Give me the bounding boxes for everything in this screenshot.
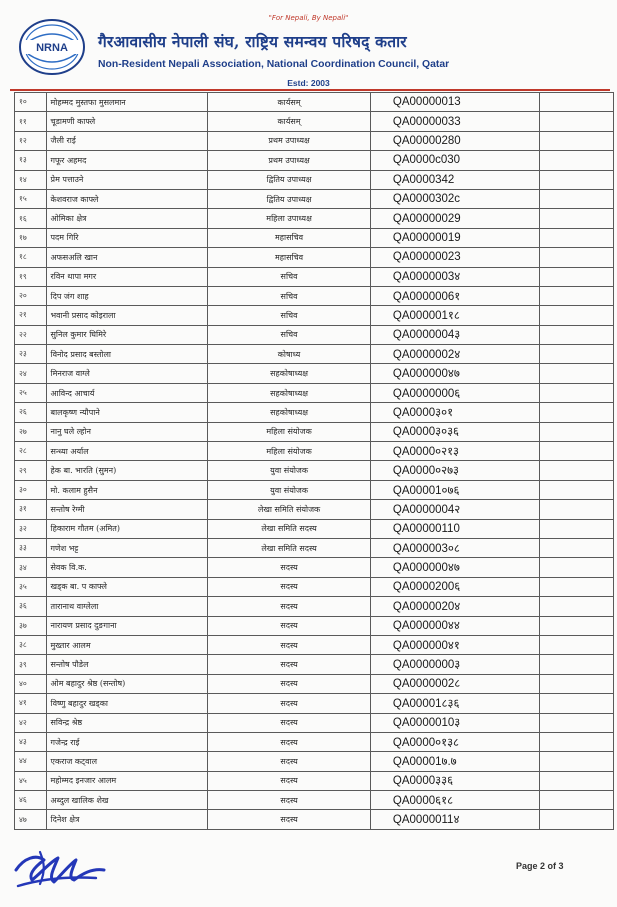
member-serial-number: २० — [15, 286, 47, 305]
member-row — [15, 112, 614, 131]
member-row — [15, 810, 614, 829]
established-year: Estd: 2003 — [287, 78, 330, 88]
member-serial-number: १५ — [15, 189, 47, 208]
empty-cell — [539, 577, 613, 596]
empty-cell — [539, 209, 613, 228]
member-id: QA0000002४ — [370, 345, 539, 364]
member-id: QA000001१८ — [370, 306, 539, 325]
empty-cell — [539, 442, 613, 461]
member-row — [15, 732, 614, 751]
member-row — [15, 286, 614, 305]
member-position: महासचिव — [208, 248, 371, 267]
member-name: सुनिल कुमार घिमिरे — [46, 325, 208, 344]
member-id: QA0000010३ — [370, 713, 539, 732]
member-row — [15, 674, 614, 693]
member-id: QA00001७.७ — [370, 752, 539, 771]
empty-cell — [539, 364, 613, 383]
member-id: QA0000०२७३ — [370, 461, 539, 480]
member-serial-number: १६ — [15, 209, 47, 228]
member-position: युवा संयोजक — [208, 480, 371, 499]
member-row — [15, 771, 614, 790]
member-id: QA0000020४ — [370, 597, 539, 616]
member-position: सदस्य — [208, 655, 371, 674]
organization-title-english: Non-Resident Nepali Association, National Coordination Council, Qatar — [98, 59, 450, 70]
member-name: गफूर अहमद — [46, 151, 208, 170]
member-id: QA0000004३ — [370, 325, 539, 344]
member-row — [15, 655, 614, 674]
member-row — [15, 597, 614, 616]
member-name: अफसअलि खान — [46, 248, 208, 267]
member-name: सन्तोष पौडेल — [46, 655, 208, 674]
member-name: दिनेश क्षेत्र — [46, 810, 208, 829]
member-position: महिला उपाध्यक्ष — [208, 209, 371, 228]
empty-cell — [539, 791, 613, 810]
member-row — [15, 577, 614, 596]
member-position: द्वितिय उपाध्यक्ष — [208, 189, 371, 208]
member-id: QA000000४४ — [370, 616, 539, 635]
member-serial-number: २६ — [15, 403, 47, 422]
member-table — [14, 92, 614, 830]
member-table-body — [15, 93, 614, 830]
member-name: पदम गिरि — [46, 228, 208, 247]
member-id: QA0000000३ — [370, 655, 539, 674]
member-name: मो. कलाम हुसैन — [46, 480, 208, 499]
empty-cell — [539, 810, 613, 829]
member-id: QA0000c030 — [370, 151, 539, 170]
member-id: QA00000029 — [370, 209, 539, 228]
member-serial-number: ३९ — [15, 655, 47, 674]
empty-cell — [539, 655, 613, 674]
member-serial-number: २२ — [15, 325, 47, 344]
member-row — [15, 752, 614, 771]
header-divider — [10, 89, 610, 91]
empty-cell — [539, 325, 613, 344]
member-id: QA0000०२१३ — [370, 442, 539, 461]
member-row — [15, 170, 614, 189]
member-position: सदस्य — [208, 577, 371, 596]
member-position: महिला संयोजक — [208, 422, 371, 441]
member-name: सन्ध्या अर्याल — [46, 442, 208, 461]
member-name: ओमिका क्षेत्र — [46, 209, 208, 228]
empty-cell — [539, 403, 613, 422]
member-id: QA00001०७६ — [370, 480, 539, 499]
empty-cell — [539, 732, 613, 751]
member-id: QA0000200६ — [370, 577, 539, 596]
member-id: QA000003०८ — [370, 538, 539, 557]
member-row — [15, 558, 614, 577]
member-name: नानु घले ल्होन — [46, 422, 208, 441]
empty-cell — [539, 383, 613, 402]
member-row — [15, 267, 614, 286]
member-serial-number: ३६ — [15, 597, 47, 616]
member-name: हिकाराम गौतम (अमित) — [46, 519, 208, 538]
member-row — [15, 500, 614, 519]
empty-cell — [539, 248, 613, 267]
member-position: सदस्य — [208, 616, 371, 635]
svg-text:NRNA: NRNA — [36, 42, 68, 54]
member-serial-number: १८ — [15, 248, 47, 267]
member-serial-number: २१ — [15, 306, 47, 325]
member-position: सदस्य — [208, 752, 371, 771]
member-name: चूडामणी काफ्ले — [46, 112, 208, 131]
member-id: QA00000023 — [370, 248, 539, 267]
member-serial-number: ३५ — [15, 577, 47, 596]
member-row — [15, 93, 614, 112]
member-row — [15, 306, 614, 325]
member-name: एकराज कट्वाल — [46, 752, 208, 771]
member-position: कोषाध्य — [208, 345, 371, 364]
member-serial-number: ३१ — [15, 500, 47, 519]
member-row — [15, 403, 614, 422]
letterhead — [0, 0, 617, 92]
empty-cell — [539, 597, 613, 616]
member-name: मिनराज वाग्ले — [46, 364, 208, 383]
empty-cell — [539, 635, 613, 654]
empty-cell — [539, 112, 613, 131]
member-name: जैली राई — [46, 131, 208, 150]
member-name: खड्क बा. प काफ्ले — [46, 577, 208, 596]
member-serial-number: ४१ — [15, 694, 47, 713]
member-id: QA0000302c — [370, 189, 539, 208]
member-name: केशवराज काफ्ले — [46, 189, 208, 208]
member-serial-number: १३ — [15, 151, 47, 170]
empty-cell — [539, 151, 613, 170]
member-serial-number: १९ — [15, 267, 47, 286]
member-row — [15, 248, 614, 267]
member-row — [15, 538, 614, 557]
member-serial-number: १७ — [15, 228, 47, 247]
empty-cell — [539, 500, 613, 519]
member-name: गजेन्द्र राई — [46, 732, 208, 751]
member-row — [15, 461, 614, 480]
member-serial-number: ४३ — [15, 732, 47, 751]
member-serial-number: १४ — [15, 170, 47, 189]
member-name: सेवक वि.क. — [46, 558, 208, 577]
empty-cell — [539, 286, 613, 305]
member-name: सविन्द्र श्रेष्ठ — [46, 713, 208, 732]
member-position: महिला संयोजक — [208, 442, 371, 461]
member-id: QA0000३०१ — [370, 403, 539, 422]
member-serial-number: ४४ — [15, 752, 47, 771]
empty-cell — [539, 694, 613, 713]
member-row — [15, 325, 614, 344]
signature — [10, 840, 110, 895]
member-name: बालकृष्ण न्यौपाने — [46, 403, 208, 422]
member-row — [15, 345, 614, 364]
member-row — [15, 422, 614, 441]
member-name: दिप जंग शाह — [46, 286, 208, 305]
empty-cell — [539, 519, 613, 538]
member-serial-number: ४५ — [15, 771, 47, 790]
member-id: QA00000110 — [370, 519, 539, 538]
member-name: सन्तोष रेग्मी — [46, 500, 208, 519]
member-name: रविन थापा मगर — [46, 267, 208, 286]
member-row — [15, 442, 614, 461]
member-name: मुख्तार आलम — [46, 635, 208, 654]
member-id: QA000000४१ — [370, 635, 539, 654]
member-position: सचिव — [208, 267, 371, 286]
member-position: लेखा समिति संयोजक — [208, 500, 371, 519]
member-serial-number: ४७ — [15, 810, 47, 829]
member-serial-number: १० — [15, 93, 47, 112]
empty-cell — [539, 752, 613, 771]
member-position: सदस्य — [208, 713, 371, 732]
member-position: सहकोषाध्यक्ष — [208, 364, 371, 383]
empty-cell — [539, 189, 613, 208]
member-row — [15, 131, 614, 150]
member-position: सदस्य — [208, 597, 371, 616]
member-id: QA0000३०३६ — [370, 422, 539, 441]
member-serial-number: ४२ — [15, 713, 47, 732]
slogan: "For Nepali, By Nepali" — [268, 14, 349, 22]
member-id: QA000000४७ — [370, 364, 539, 383]
member-serial-number: २८ — [15, 442, 47, 461]
member-serial-number: ३२ — [15, 519, 47, 538]
member-row — [15, 616, 614, 635]
page-number: Page 2 of 3 — [516, 861, 564, 871]
member-serial-number: ३८ — [15, 635, 47, 654]
empty-cell — [539, 771, 613, 790]
empty-cell — [539, 713, 613, 732]
member-position: लेखा समिति सदस्य — [208, 538, 371, 557]
empty-cell — [539, 170, 613, 189]
empty-cell — [539, 461, 613, 480]
member-id: QA000000४७ — [370, 558, 539, 577]
empty-cell — [539, 480, 613, 499]
member-id: QA0000011४ — [370, 810, 539, 829]
member-name: महोम्मद इनजार आलम — [46, 771, 208, 790]
member-row — [15, 151, 614, 170]
empty-cell — [539, 674, 613, 693]
member-id: QA00000033 — [370, 112, 539, 131]
member-name: अब्दुल खालिक शेख — [46, 791, 208, 810]
member-name: प्रेम पत्ताउने — [46, 170, 208, 189]
member-position: लेखा समिति सदस्य — [208, 519, 371, 538]
member-serial-number: २७ — [15, 422, 47, 441]
member-row — [15, 364, 614, 383]
member-id: QA0000३३६ — [370, 771, 539, 790]
member-name: गणेश भट्ट — [46, 538, 208, 557]
nrna-logo — [18, 18, 86, 76]
member-name: आविन्द आचार्य — [46, 383, 208, 402]
member-row — [15, 713, 614, 732]
member-serial-number: २५ — [15, 383, 47, 402]
member-id: QA0000002८ — [370, 674, 539, 693]
member-position: सदस्य — [208, 810, 371, 829]
member-id: QA0000६१८ — [370, 791, 539, 810]
empty-cell — [539, 616, 613, 635]
empty-cell — [539, 228, 613, 247]
empty-cell — [539, 422, 613, 441]
member-id: QA0000000६ — [370, 383, 539, 402]
member-id: QA0000342 — [370, 170, 539, 189]
member-row — [15, 383, 614, 402]
member-position: प्रथम उपाध्यक्ष — [208, 131, 371, 150]
member-id: QA00000019 — [370, 228, 539, 247]
member-name: ओम बहादुर श्रेष्ठ (सन्तोष) — [46, 674, 208, 693]
member-serial-number: ३७ — [15, 616, 47, 635]
organization-title-nepali: गैरआवासीय नेपाली संघ, राष्ट्रिय समन्वय परिषद् कतार — [98, 32, 407, 51]
member-row — [15, 189, 614, 208]
member-serial-number: २४ — [15, 364, 47, 383]
member-name: विष्णु बहादुर खड्का — [46, 694, 208, 713]
empty-cell — [539, 558, 613, 577]
member-name: तारानाथ वाग्लेला — [46, 597, 208, 616]
member-serial-number: १२ — [15, 131, 47, 150]
member-serial-number: ४० — [15, 674, 47, 693]
member-id: QA00001८३६ — [370, 694, 539, 713]
member-serial-number: ११ — [15, 112, 47, 131]
member-position: सचिव — [208, 286, 371, 305]
empty-cell — [539, 306, 613, 325]
member-id: QA00000280 — [370, 131, 539, 150]
member-id: QA0000०१३८ — [370, 732, 539, 751]
member-position: सदस्य — [208, 635, 371, 654]
empty-cell — [539, 345, 613, 364]
member-serial-number: ३४ — [15, 558, 47, 577]
member-position: द्वितिय उपाध्यक्ष — [208, 170, 371, 189]
member-name: भवानी प्रसाद कोइराला — [46, 306, 208, 325]
member-id: QA0000004२ — [370, 500, 539, 519]
empty-cell — [539, 538, 613, 557]
member-row — [15, 791, 614, 810]
member-position: प्रथम उपाध्यक्ष — [208, 151, 371, 170]
empty-cell — [539, 93, 613, 112]
member-row — [15, 228, 614, 247]
member-name: नारायण प्रसाद दुङगाना — [46, 616, 208, 635]
member-row — [15, 480, 614, 499]
member-position: महासचिव — [208, 228, 371, 247]
member-position: सदस्य — [208, 732, 371, 751]
member-position: युवा संयोजक — [208, 461, 371, 480]
member-position: सचिव — [208, 306, 371, 325]
member-position: सदस्य — [208, 674, 371, 693]
member-position: सचिव — [208, 325, 371, 344]
member-name: विनोद प्रसाद बस्तोला — [46, 345, 208, 364]
member-serial-number: ३० — [15, 480, 47, 499]
member-serial-number: २३ — [15, 345, 47, 364]
member-row — [15, 519, 614, 538]
member-row — [15, 635, 614, 654]
empty-cell — [539, 267, 613, 286]
member-position: सहकोषाध्यक्ष — [208, 383, 371, 402]
member-position: सदस्य — [208, 791, 371, 810]
member-row — [15, 694, 614, 713]
member-position: सदस्य — [208, 694, 371, 713]
member-position: सदस्य — [208, 558, 371, 577]
member-position: कार्यसम् — [208, 93, 371, 112]
member-position: सहकोषाध्यक्ष — [208, 403, 371, 422]
member-id: QA0000006१ — [370, 286, 539, 305]
empty-cell — [539, 131, 613, 150]
member-name: मोहम्मद मुस्तफा मुसलमान — [46, 93, 208, 112]
member-serial-number: २९ — [15, 461, 47, 480]
member-row — [15, 209, 614, 228]
member-position: सदस्य — [208, 771, 371, 790]
member-name: हेक बा. भारति (सुमन) — [46, 461, 208, 480]
member-id: QA00000013 — [370, 93, 539, 112]
member-serial-number: ३३ — [15, 538, 47, 557]
member-position: कार्यसम् — [208, 112, 371, 131]
member-serial-number: ४६ — [15, 791, 47, 810]
member-id: QA0000003४ — [370, 267, 539, 286]
